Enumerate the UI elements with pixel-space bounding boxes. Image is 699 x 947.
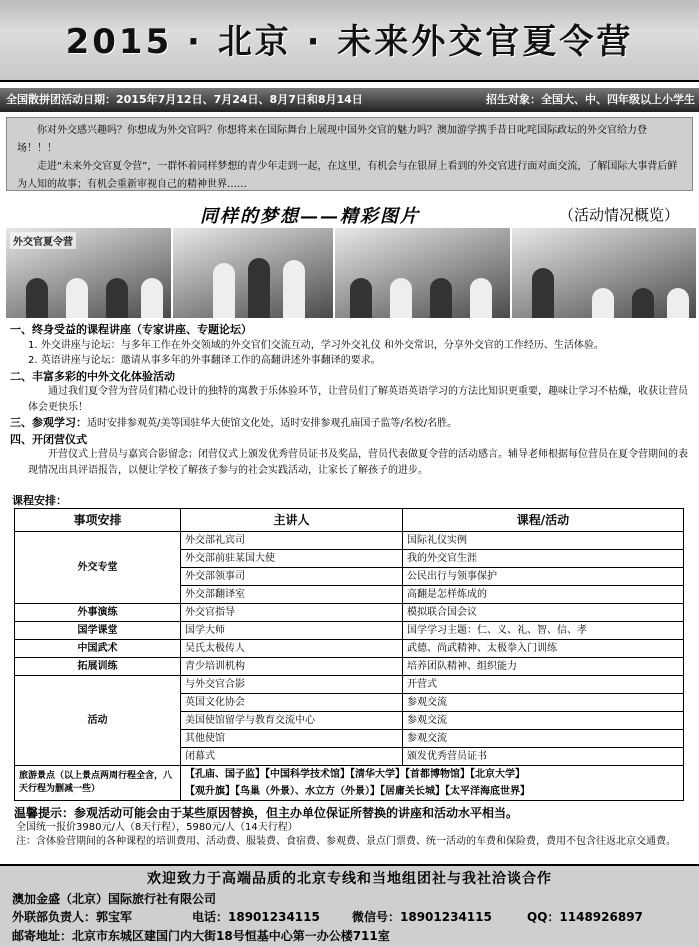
photo-students-table <box>335 228 510 318</box>
category-cell: 活动 <box>15 676 181 766</box>
person-silhouette <box>390 278 412 318</box>
course-sections <box>10 322 692 478</box>
person-silhouette <box>213 263 235 318</box>
price-note: 注：含体验营期间的各种课程的培训费用、活动费、服装费、食宿费、参观费、景点门票费、统一活动的车费和保险费，费用不包含往返北京交通费。 <box>16 836 676 847</box>
gallery-header <box>0 200 699 230</box>
table-row <box>15 604 684 622</box>
gallery-subtitle: （活动情况概览） <box>558 206 679 224</box>
person-silhouette <box>667 288 689 318</box>
intro-paragraph-2: 走进“未来外交官夏令营”，一群怀着同样梦想的青少年走到一起，在这里，有机会与在银屏上看到的外交官进行面对面交流，了解国际大事背后鲜为人知的故事；有机会重新审视自己的精神世界…… <box>17 161 678 190</box>
course-cell: 公民出行与领事保护 <box>403 568 684 586</box>
table-row <box>15 658 684 676</box>
person-silhouette <box>430 278 452 318</box>
category-cell: 外事演练 <box>15 604 181 622</box>
section-2-title: 二、丰富多彩的中外文化体验活动 <box>10 369 175 383</box>
table-row <box>15 766 684 801</box>
warm-notice: 温馨提示：参观活动可能会由于某些原因替换，但主办单位保证所替换的讲座和活动水平相当。 <box>14 806 519 820</box>
table-header-row <box>15 509 684 532</box>
footer-slogan: 欢迎致力于高端品质的北京专线和当地组团社与我社洽谈合作 <box>147 871 552 887</box>
speaker-cell: 外交官指导 <box>181 604 403 622</box>
course-cell: 国际礼仪实例 <box>403 532 684 550</box>
phone-number: 电话：18901234115 <box>192 910 320 924</box>
speaker-cell: 外交部翻译室 <box>181 586 403 604</box>
course-cell: 高翻是怎样炼成的 <box>403 586 684 604</box>
person-silhouette <box>632 288 654 318</box>
section-1-item-1: 1. 外交讲座与论坛：与多年工作在外交领域的外交官们交流互动，学习外交礼仪 和外交常识，分享外交官的工作经历、生活体验。 <box>28 339 604 351</box>
category-cell: 外交专堂 <box>15 532 181 604</box>
person-silhouette <box>283 260 305 318</box>
category-cell: 国学课堂 <box>15 622 181 640</box>
course-cell: 国学学习主题：仁、义、礼、智、信、孝 <box>403 622 684 640</box>
title-band <box>0 0 699 82</box>
person-silhouette <box>592 288 614 318</box>
speaker-cell: 与外交官合影 <box>181 676 403 694</box>
course-cell: 模拟联合国会议 <box>403 604 684 622</box>
table-row <box>15 622 684 640</box>
photo-caption: 外交官夏令营 <box>10 232 76 249</box>
intro-paragraph-1: 你对外交感兴趣吗？你想成为外交官吗？你想将来在国际舞台上展现中国外交官的魅力吗？澳加游学携手昔日叱咤国际政坛的外交官给力登场！！！ <box>17 125 647 154</box>
course-cell: 参观交流 <box>403 730 684 748</box>
speaker-cell: 外交部领事司 <box>181 568 403 586</box>
section-2-body: 通过我们夏令营为营员们精心设计的独特的寓教于乐体验环节，让营员们了解英语英语学习的方法比知识更重要，趣味让学习不枯燥，收获让营员体会更快乐！ <box>28 386 688 413</box>
person-silhouette <box>350 278 372 318</box>
photo-classroom <box>512 228 696 318</box>
table-row <box>15 532 684 550</box>
person-silhouette <box>470 278 492 318</box>
person-silhouette <box>141 278 163 318</box>
speaker-cell: 国学大师 <box>181 622 403 640</box>
photo-banner-group <box>6 228 171 318</box>
wechat-id: 微信号：18901234115 <box>352 910 492 924</box>
person-silhouette <box>532 268 554 318</box>
schedule-table <box>14 508 684 801</box>
person-silhouette <box>106 278 128 318</box>
section-3-body: 适时安排参观英/美等国驻华大使馆文化处，适时安排参观孔庙国子监等/名校/名胜。 <box>87 418 458 429</box>
column-header: 主讲人 <box>181 509 403 532</box>
gallery-title: 同样的梦想——精彩图片 <box>200 206 420 227</box>
agency-name: 澳加金盛（北京）国际旅行社有限公司 <box>12 892 217 906</box>
price-block <box>16 821 686 849</box>
section-4-body: 开营仪式上营员与嘉宾合影留念；闭营仪式上颁发优秀营员证书及奖品，营员代表做夏令营的活动感言。辅导老师根据每位营员在夏令营期间的表现情况出具评语报告，以便让学校了解孩子参与的社会实践活动，让家长了解孩子的进步。 <box>28 449 688 476</box>
speaker-cell: 闭幕式 <box>181 748 403 766</box>
column-header: 课程/活动 <box>403 509 684 532</box>
course-cell: 武德、尚武精神、太极拳入门训练 <box>403 640 684 658</box>
column-header: 事项安排 <box>15 509 181 532</box>
speaker-cell: 外交部前驻某国大使 <box>181 550 403 568</box>
page-title: 2015 · 北京 · 未来外交官夏令营 <box>65 22 634 62</box>
recruit-target: 招生对象：全国大、中、四年级以上小学生 <box>486 93 695 106</box>
footer-band <box>0 864 699 947</box>
photo-diplomat-group <box>173 228 333 318</box>
speaker-cell: 吴氏太极传人 <box>181 640 403 658</box>
course-cell: 参观交流 <box>403 712 684 730</box>
spots-label-cell: 旅游景点（以上景点两周行程全含，八天行程为删减一些） <box>15 766 181 801</box>
course-cell: 开营式 <box>403 676 684 694</box>
course-cell: 培养团队精神、组织能力 <box>403 658 684 676</box>
category-cell: 中国武术 <box>15 640 181 658</box>
person-silhouette <box>26 278 48 318</box>
dates-bar <box>0 88 699 112</box>
section-3-title: 三、参观学习： <box>10 416 87 429</box>
schedule-heading: 课程安排： <box>12 494 67 507</box>
spots-cell <box>181 766 684 801</box>
table-row <box>15 676 684 694</box>
speaker-cell: 青少培训机构 <box>181 658 403 676</box>
section-1-item-2: 2. 英语讲座与论坛：邀请从事多年的外事翻译工作的高翻讲述外事翻译的要求。 <box>28 355 381 366</box>
person-silhouette <box>248 258 270 318</box>
speaker-cell: 英国文化协会 <box>181 694 403 712</box>
intro-box <box>6 117 693 191</box>
course-cell: 参观交流 <box>403 694 684 712</box>
section-1-title: 一、终身受益的课程讲座（专家讲座、专题论坛） <box>10 323 252 336</box>
category-cell: 拓展训练 <box>15 658 181 676</box>
section-4-title: 四、开闭营仪式 <box>10 432 87 446</box>
camp-dates: 全国散拼团活动日期：2015年7月12日、7月24日、8月7日和8月14日 <box>6 93 363 106</box>
spots-line-2: 【观升旗】【鸟巢（外景）、水立方（外景）】【居庸关长城】【太平洋海底世界】 <box>185 786 530 797</box>
speaker-cell: 美国使馆留学与教育交流中心 <box>181 712 403 730</box>
spots-line-1: 【孔庙、国子监】【中国科学技术馆】【清华大学】【首都博物馆】【北京大学】 <box>185 769 525 780</box>
photo-strip <box>6 228 696 318</box>
qq-number: QQ：1148926897 <box>527 910 643 924</box>
contact-line <box>12 908 643 925</box>
speaker-cell: 其他使馆 <box>181 730 403 748</box>
person-silhouette <box>66 278 88 318</box>
mailing-address: 邮寄地址：北京市东城区建国门内大街18号恒基中心第一办公楼711室 <box>12 929 390 943</box>
speaker-cell: 外交部礼宾司 <box>181 532 403 550</box>
course-cell: 我的外交官生涯 <box>403 550 684 568</box>
section-3 <box>10 415 692 432</box>
table-row <box>15 640 684 658</box>
contact-person: 外联部负责人：郭宝军 <box>12 910 133 924</box>
course-cell: 颁发优秀营员证书 <box>403 748 684 766</box>
price-text: 全国统一报价3980元/人（8天行程），5980元/人（14天行程） <box>16 822 298 833</box>
